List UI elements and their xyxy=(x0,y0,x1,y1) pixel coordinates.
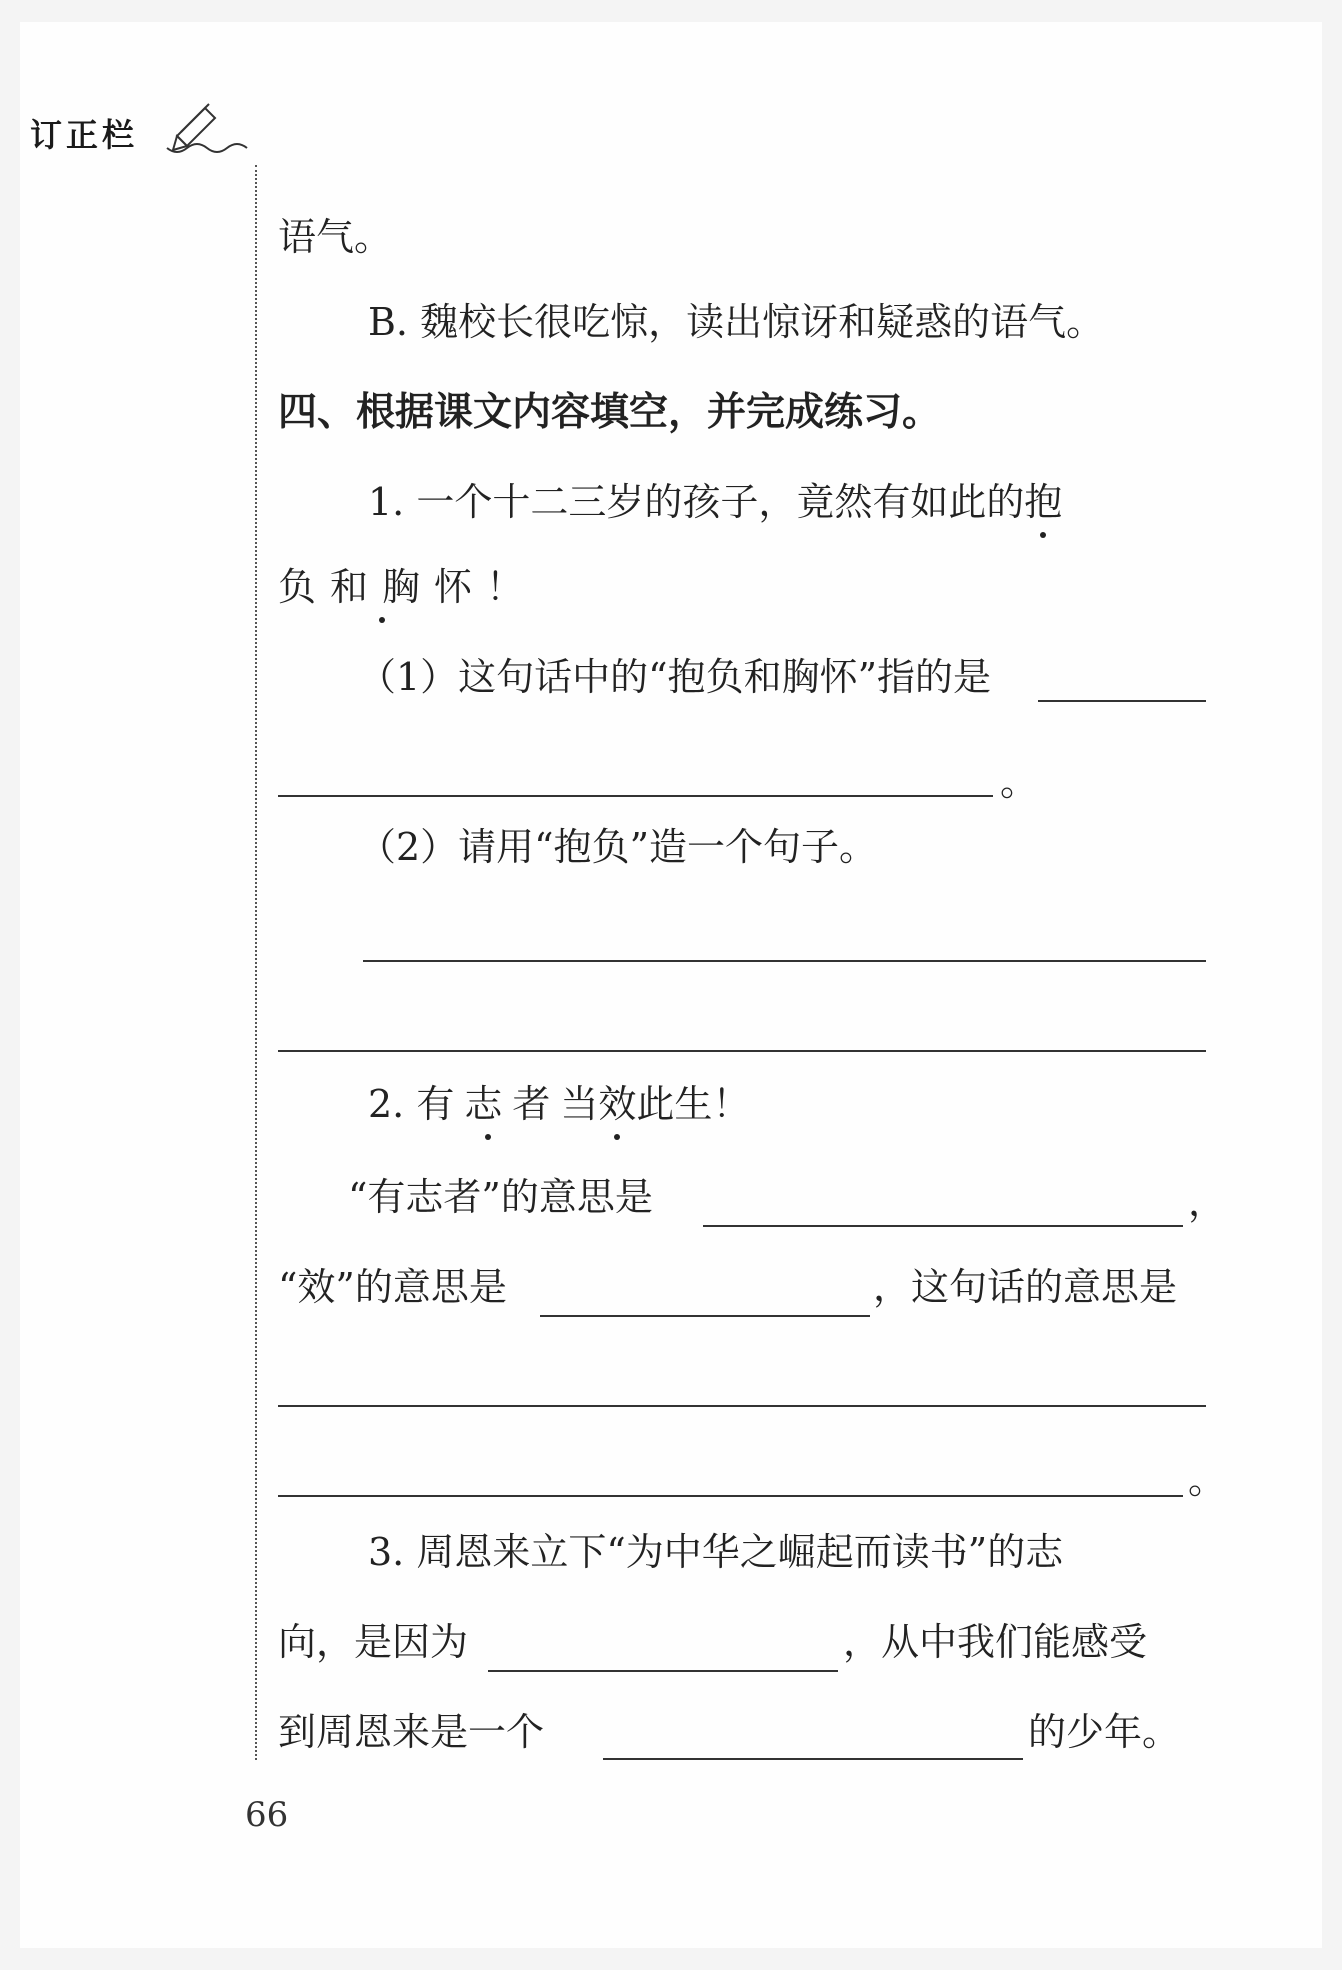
section-heading: 四、根据课文内容填空，并完成练习。 xyxy=(278,390,942,435)
margin-divider xyxy=(255,165,257,1760)
question-1-sentence-cont xyxy=(278,565,524,611)
answer-line[interactable] xyxy=(278,1405,1206,1407)
question-2-line2b: ，这句话的意思是 xyxy=(873,1265,1178,1309)
question-3-line1: 3. 周恩来立下“为中华之崛起而读书”的志 xyxy=(368,1530,1064,1574)
text: 2. xyxy=(368,1082,417,1126)
answer-line[interactable] xyxy=(278,1495,1183,1497)
question-3-line2a: 向，是因为 xyxy=(278,1620,469,1664)
question-3-line2b: ，从中我们能感受 xyxy=(843,1620,1148,1664)
text: ！ xyxy=(486,565,525,609)
question-3-line3a: 到周恩来是一个 xyxy=(278,1710,545,1754)
emphasized-text: 有志者 xyxy=(416,1082,561,1126)
text-line: 语气。 xyxy=(278,215,393,259)
question-2-line1: “有志者”的意思是 xyxy=(348,1175,653,1219)
text: 当 xyxy=(560,1082,599,1126)
answer-line[interactable] xyxy=(278,1050,1206,1052)
question-2-line2a: “效”的意思是 xyxy=(278,1265,507,1309)
answer-blank[interactable] xyxy=(540,1315,870,1317)
answer-blank[interactable] xyxy=(703,1225,1183,1227)
answer-blank[interactable] xyxy=(1038,700,1206,702)
question-2-sentence xyxy=(368,1082,750,1128)
answer-line[interactable] xyxy=(363,960,1206,962)
comma: ， xyxy=(1188,1180,1227,1224)
emphasized-text: 效 xyxy=(598,1082,637,1126)
question-1-sentence xyxy=(368,480,1062,526)
text: 1. 一个十二三岁的孩子，竟然有如此的 xyxy=(368,480,1025,524)
answer-blank[interactable] xyxy=(488,1670,838,1672)
question-1-sub2: （2）请用“抱负”造一个句子。 xyxy=(358,825,878,869)
question-1-sub1: （1）这句话中的“抱负和胸怀”指的是 xyxy=(358,655,992,699)
period: 。 xyxy=(1000,760,1039,804)
answer-blank[interactable] xyxy=(603,1758,1023,1760)
question-3-line3b: 的少年。 xyxy=(1028,1710,1181,1754)
pencil-icon xyxy=(165,98,260,158)
emphasized-text: 负和胸怀 xyxy=(278,565,487,609)
emphasized-text: 抱 xyxy=(1024,480,1063,524)
text-line: B. 魏校长很吃惊，读出惊讶和疑惑的语气。 xyxy=(368,300,1105,344)
period: 。 xyxy=(1188,1458,1227,1502)
correction-column-title: 订正栏 xyxy=(30,116,139,154)
text: 此生！ xyxy=(636,1082,751,1126)
page-number: 66 xyxy=(245,1795,289,1835)
answer-blank[interactable] xyxy=(278,795,993,797)
